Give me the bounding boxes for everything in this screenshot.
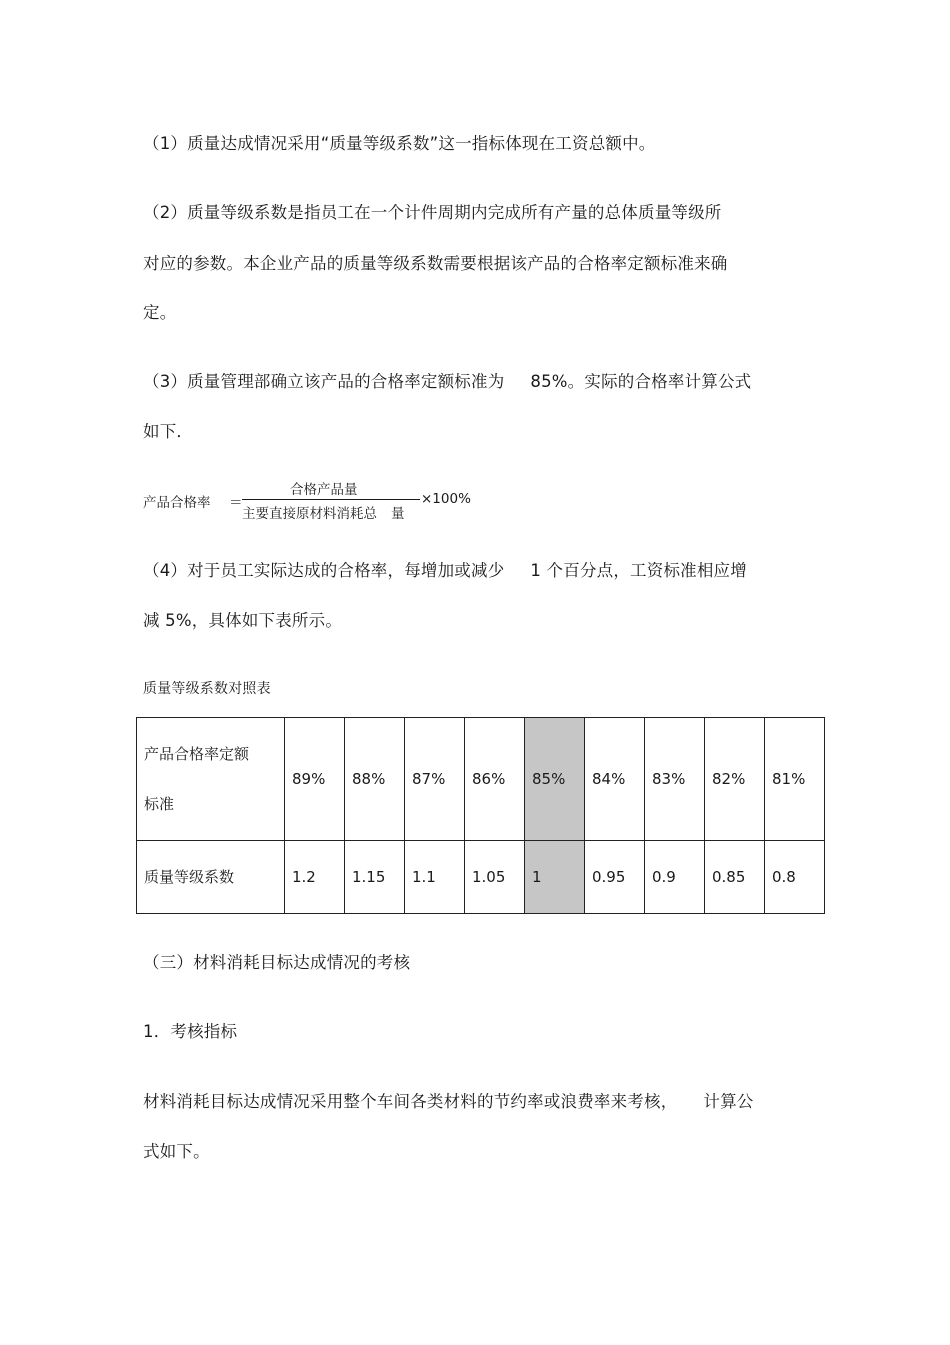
quality-grade-table bbox=[136, 717, 825, 914]
coefficient-cell-highlighted: 1 bbox=[525, 841, 585, 914]
coefficient-cell: 0.85 bbox=[705, 841, 765, 914]
paragraph-4-line-2: 减 5%，具体如下表所示。 bbox=[143, 611, 343, 630]
paragraph-4-text-a: （4）对于员工实际达成的合格率，每增加或减少 bbox=[143, 561, 505, 580]
row-header-line-1: 产品合格率定额 bbox=[144, 745, 250, 763]
formula-lhs: 产品合格率 bbox=[143, 495, 211, 511]
row-header-rate-standard bbox=[137, 718, 285, 841]
coefficient-cell: 1.15 bbox=[345, 841, 405, 914]
section-heading: （三）材料消耗目标达成情况的考核 bbox=[143, 953, 411, 972]
formula-numerator: 合格产品量 bbox=[290, 482, 358, 498]
coefficient-cell: 0.95 bbox=[585, 841, 645, 914]
sub-heading: 1．考核指标 bbox=[143, 1022, 238, 1041]
coefficient-cell: 0.8 bbox=[765, 841, 825, 914]
paragraph-2-line-1: （2）质量等级系数是指员工在一个计件周期内完成所有产量的总体质量等级所 bbox=[143, 203, 722, 222]
paragraph-3-line-2: 如下． bbox=[143, 422, 194, 441]
coefficient-cell: 0.9 bbox=[645, 841, 705, 914]
paragraph-4-line-1 bbox=[143, 561, 747, 581]
coefficient-cell: 1.2 bbox=[285, 841, 345, 914]
paragraph-2-line-2: 对应的参数。本企业产品的质量等级系数需要根据该产品的合格率定额标准来确 bbox=[143, 254, 728, 273]
coefficient-cell: 1.05 bbox=[465, 841, 525, 914]
paragraph-1: （1）质量达成情况采用“质量等级系数”这一指标体现在工资总额中。 bbox=[143, 134, 656, 153]
paragraph-3-text-a: （3）质量管理部确立该产品的合格率定额标准为 bbox=[143, 372, 505, 391]
section-body-text-a: 材料消耗目标达成情况采用整个车间各类材料的节约率或浪费率来考核， bbox=[143, 1092, 678, 1111]
rate-cell: 82% bbox=[705, 718, 765, 841]
formula-equals: ＝ bbox=[229, 495, 243, 511]
formula-multiplier: ×100% bbox=[421, 491, 471, 507]
table-row-coefficients bbox=[137, 841, 825, 914]
formula-denominator-b: 量 bbox=[391, 506, 405, 522]
table-caption: 质量等级系数对照表 bbox=[143, 681, 271, 697]
rate-cell: 89% bbox=[285, 718, 345, 841]
coefficient-cell: 1.1 bbox=[405, 841, 465, 914]
row-header-coefficient: 质量等级系数 bbox=[137, 841, 285, 914]
rate-cell: 83% bbox=[645, 718, 705, 841]
table-row-rates bbox=[137, 718, 825, 841]
rate-cell: 87% bbox=[405, 718, 465, 841]
section-body-text-b: 计算公 bbox=[703, 1092, 754, 1111]
rate-cell: 84% bbox=[585, 718, 645, 841]
paragraph-2-line-3: 定。 bbox=[143, 303, 177, 322]
rate-cell: 88% bbox=[345, 718, 405, 841]
paragraph-3-line-1 bbox=[143, 372, 751, 392]
section-body-line-1 bbox=[143, 1092, 754, 1112]
paragraph-3-text-b: 85%。实际的合格率计算公式 bbox=[530, 372, 752, 391]
formula-denominator-a: 主要直接原材料消耗总 bbox=[242, 506, 377, 522]
rate-cell: 86% bbox=[465, 718, 525, 841]
paragraph-4-text-b: 1 个百分点，工资标准相应增 bbox=[530, 561, 747, 580]
section-body-line-2: 式如下。 bbox=[143, 1142, 210, 1161]
fraction-bar bbox=[242, 499, 420, 500]
rate-cell-highlighted: 85% bbox=[525, 718, 585, 841]
row-header-line-2: 标准 bbox=[144, 795, 175, 813]
formula-denominator bbox=[242, 502, 405, 522]
rate-cell: 81% bbox=[765, 718, 825, 841]
